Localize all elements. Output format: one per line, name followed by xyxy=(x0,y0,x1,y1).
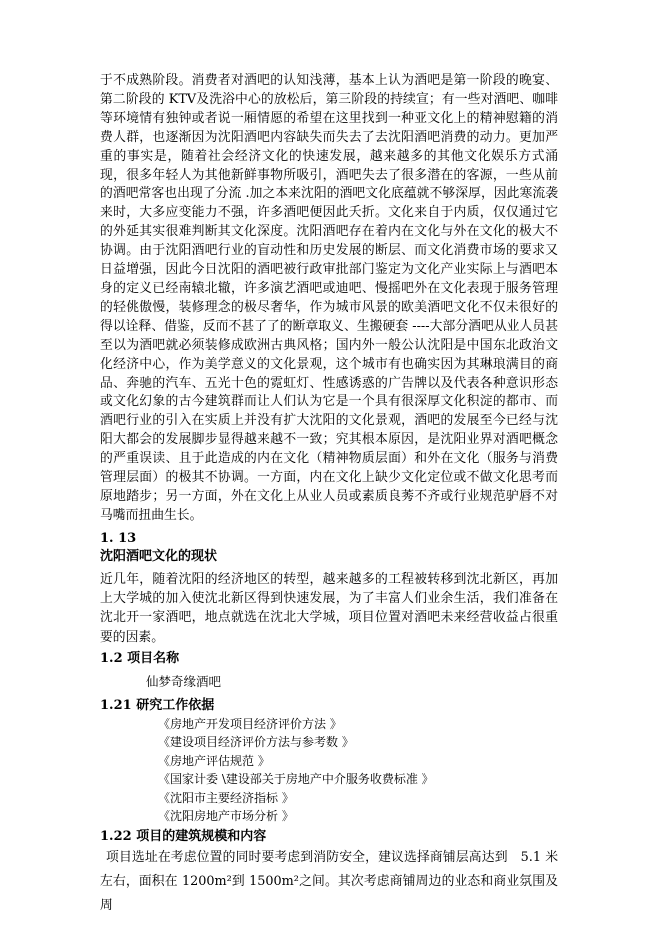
section-number: 1. 13 xyxy=(100,530,137,546)
reference-item: 《国家计委 \建设部关于房地产中介服务收费标准 》 xyxy=(158,772,434,787)
document-body xyxy=(100,72,558,918)
project-name: 仙梦奇缘酒吧 xyxy=(146,673,222,689)
reference-item: 《房地产评估规范 》 xyxy=(158,753,270,768)
section-title: 沈阳酒吧文化的现状 xyxy=(100,548,218,564)
research-basis-heading: 1.21 研究工作依据 xyxy=(100,697,215,713)
intro-paragraph: 于不成熟阶段。消费者对酒吧的认知浅薄，基本上认为酒吧是第一阶段的晚宴、第二阶段的 KTV及洗浴中心的放松后，第三阶段的持续宣；有一些对酒吧、咖啡等环境情有独钟或者说一厢情愿的希望在这里找到一种亚文化上的精神慰籍的消费人群，也逐渐因为沈阳酒吧内容缺失而失去了去沈阳酒吧消费的动力。更加严重的事实是，随着社会经济文化的快速发展，越来越多的其他文化娱乐方式涌现，很多年轻人为其他新鲜事物所吸引，酒吧失去了很多潜在的客源，一些从前的酒吧常客也出现了分流 .加之本来沈阳的酒吧文化底蕴就不够深厚，因此寒流袭来时，大多应变能力不强，许多酒吧便因此夭折。文化来自于内质，仅仅通过它的外延其实很难判断其文化深度。沈阳酒吧存在着内在文化与外在文化的极大不协调。由于沈阳酒吧行业的盲动性和历史发展的断层、而文化消费市场的要求又日益增强，因此今日沈阳的酒吧被行政审批部门鉴定为文化产业实际上与酒吧本身的定义已经南辕北辙，许多演艺酒吧或迪吧、慢摇吧外在文化表现于服务管理的轻佻傲慢，装修理念的极尽奢华，作为城市风景的欧美酒吧文化不仅未很好的得以诠释、借鉴，反而不甚了了的断章取义、生搬硬套 ----大部分酒吧从业人员甚至以为酒吧就必须装修成欧洲古典风格；国内外一般公认沈阳是中国东北政治文化经济中心，作为美学意义的文化景观，这个城市有也确实因为其琳琅满目的商品、奔驰的汽车、五光十色的霓虹灯、性感诱惑的广告牌以及代表各种意识形态或文化幻象的古今建筑群而让人们认为它是一个具有很深厚文化积淀的都市、而酒吧行业的引入在实质上并没有扩大沈阳的文化景观，酒吧的发展至今已经与沈阳大都会的发展脚步显得越来越不一致；究其根本原因，是沈阳业界对酒吧概念的严重误读、且于此造成的内在文化（精神物质层面）和外在文化（服务与消费管理层面）的极其不协调。一方面，内在文化上缺少文化定位或不做文化思考而原地踏步；另一方面，外在文化上从业人员或素质良莠不齐或行业规范驴唇不对马嘴而扭曲生长。 xyxy=(100,73,558,523)
building-scale-paragraph: 项目选址在考虑位置的同时要考虑到消防安全，建议选择商铺层高达到 5.1 米左右，面积在 1200m²到 1500m²之间。其次考虑商铺周边的业态和商业氛围及周 xyxy=(100,849,558,913)
project-name-heading: 1.2 项目名称 xyxy=(100,650,180,666)
reference-item: 《沈阳市主要经济指标 》 xyxy=(158,790,294,805)
current-status-paragraph: 近几年，随着沈阳的经济地区的转型，越来越多的工程被转移到沈北新区，再加上大学城的加入使沈北新区得到快速发展，为了丰富人们业余生活，我们准备在沈北开一家酒吧，地点就选在沈北大学城，项目位置对酒吧未来经营收益占很重要的因素。 xyxy=(100,571,558,645)
reference-item: 《沈阳房地产市场分析 》 xyxy=(158,809,294,824)
reference-item: 《建设项目经济评价方法与参考数 》 xyxy=(158,735,354,750)
reference-item: 《房地产开发项目经济评价方法 》 xyxy=(158,716,342,731)
reference-list xyxy=(100,715,558,826)
building-scale-heading: 1.22 项目的建筑规模和内容 xyxy=(100,828,267,844)
